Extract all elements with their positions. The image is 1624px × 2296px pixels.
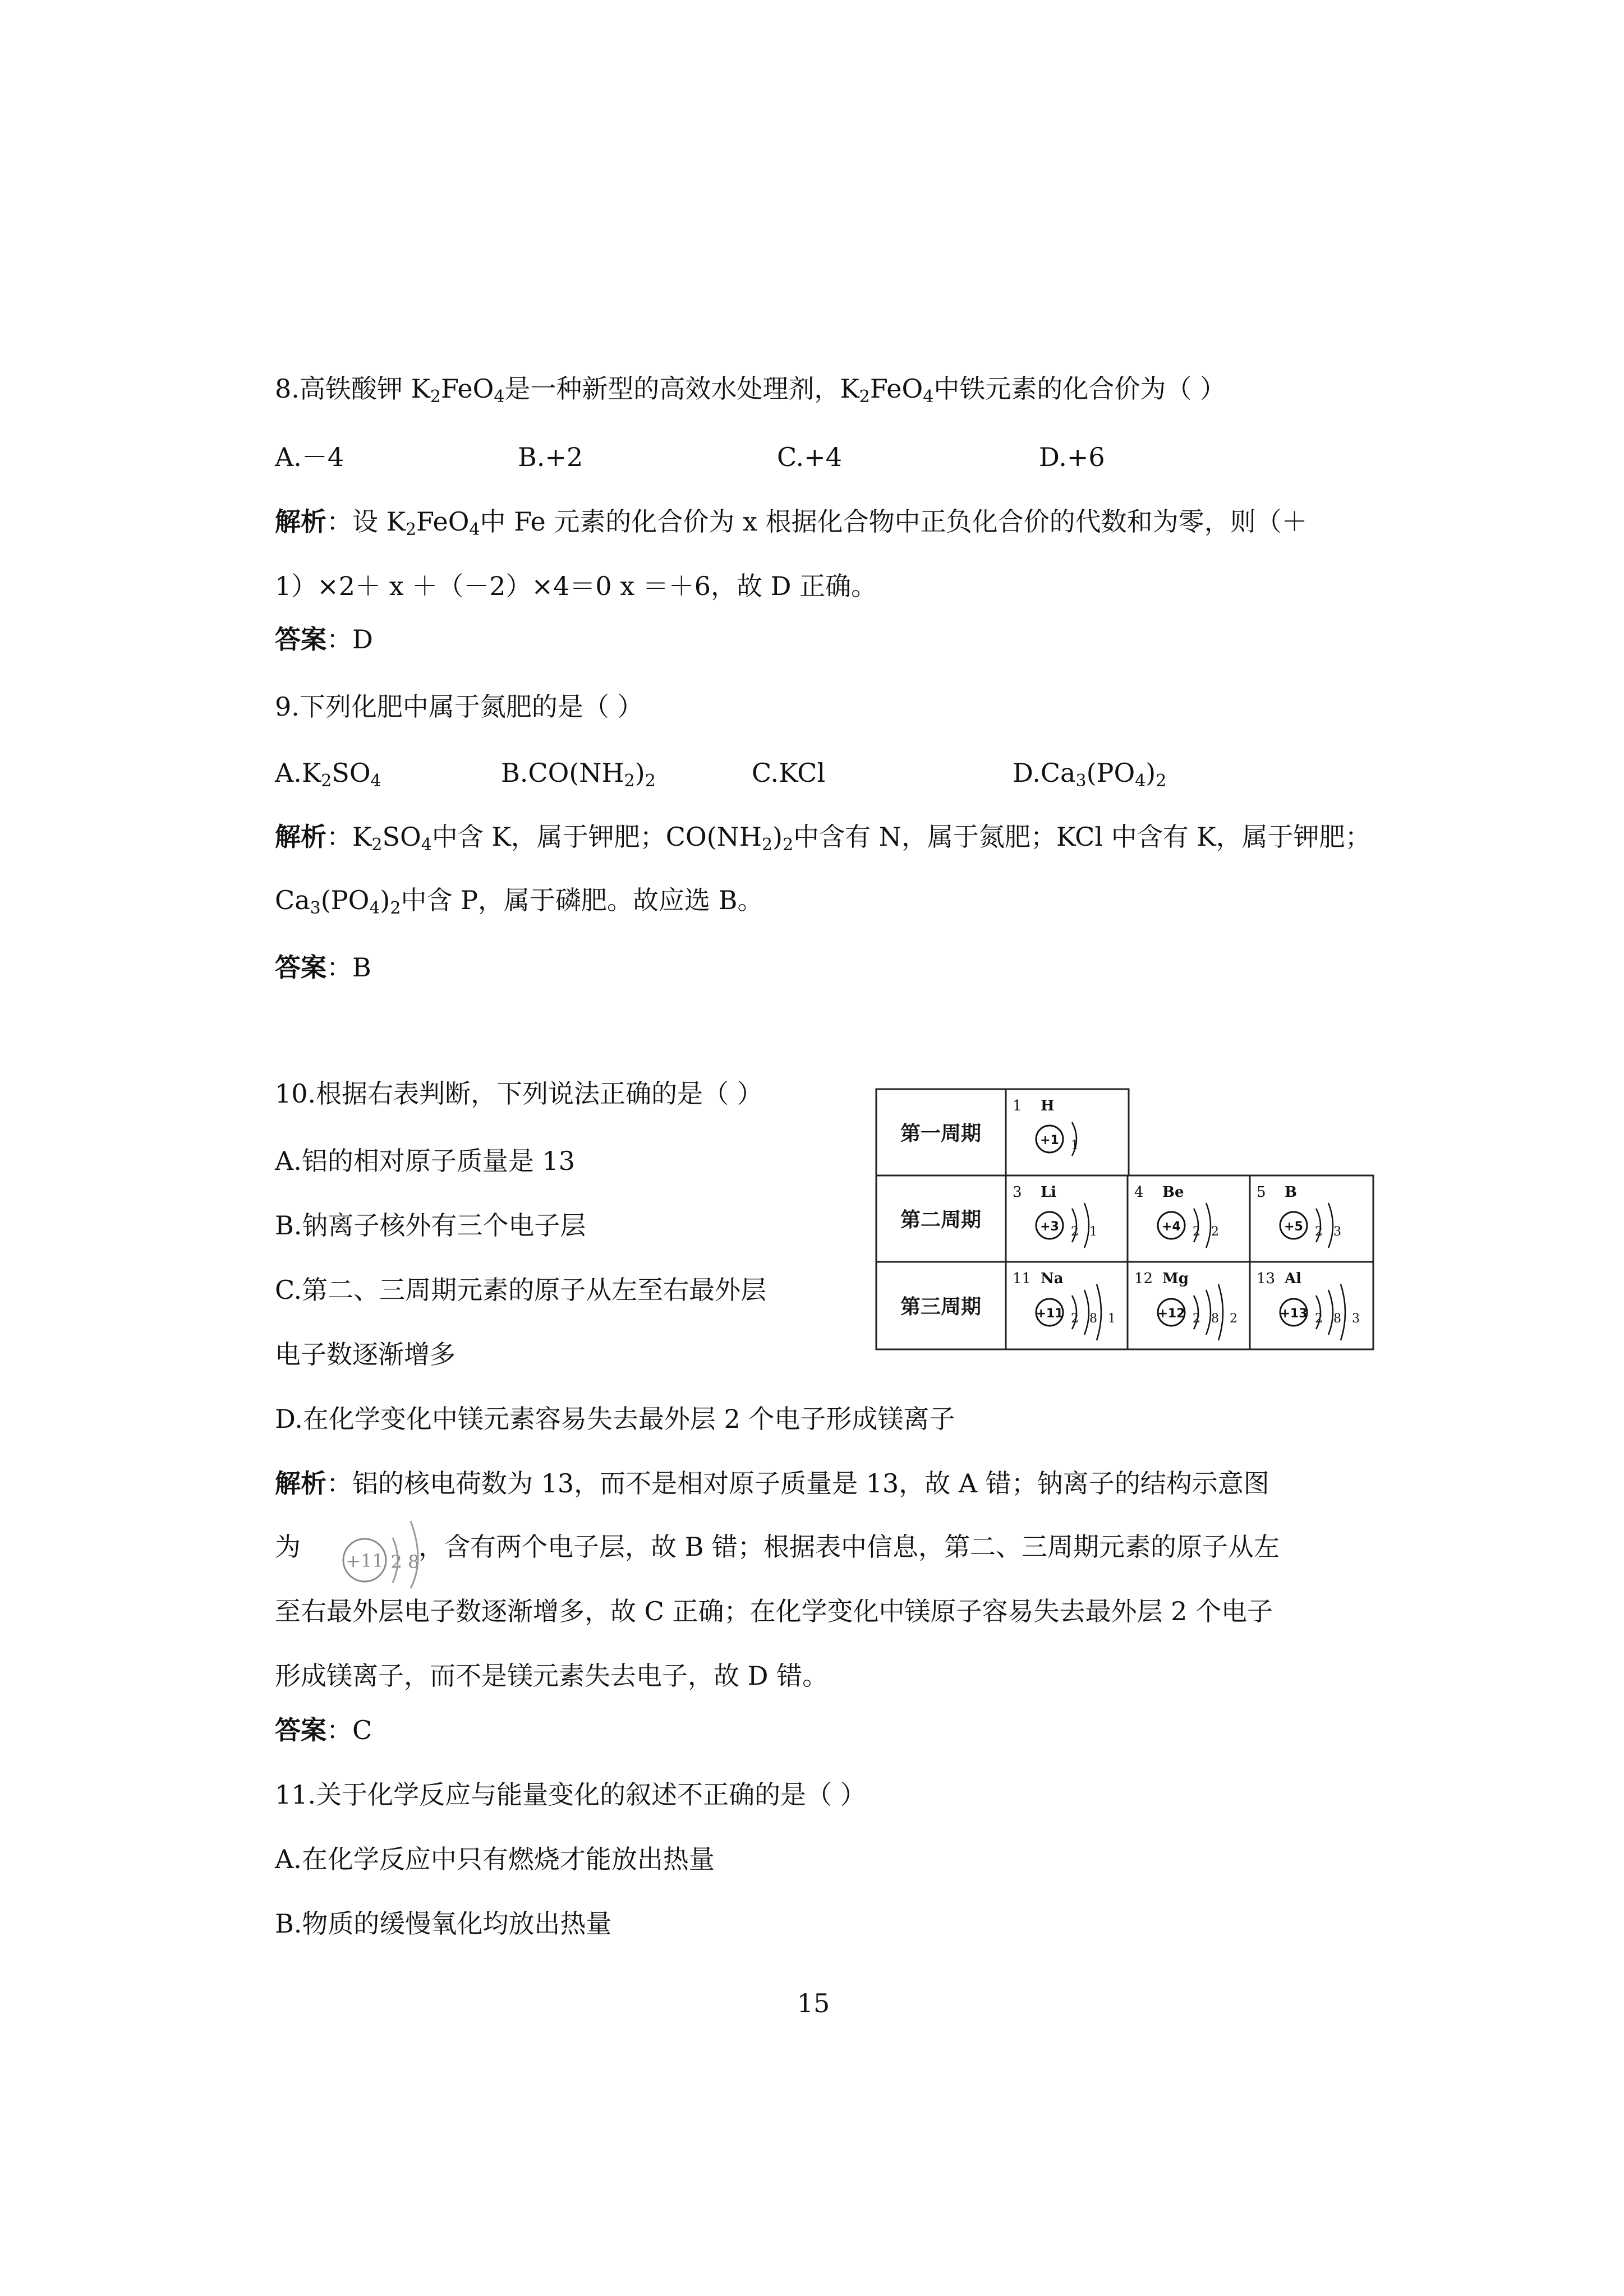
element-number: 1	[1013, 1098, 1022, 1114]
q10-option-c: C.第二、三周期元素的原子从左至右最外层	[275, 1275, 767, 1305]
nucleus-charge: +3	[1040, 1220, 1059, 1234]
q8-option-c: C.+4	[777, 442, 842, 472]
shell-electron-counts: 1	[1071, 1138, 1082, 1152]
q10-option-c-cont: 电子数逐渐增多	[275, 1339, 456, 1370]
q8-option-a: A.－4	[275, 442, 344, 472]
q9-analysis-line2: $Ca_3(PO_4)_2$中含 P，属于磷肥。故应选 B。	[275, 885, 763, 918]
q8-analysis-line2: 1）×2＋ x ＋（－2）×4＝0 x ＝＋6，故 D 正确。	[275, 571, 877, 601]
q11-stem: 11.关于化学反应与能量变化的叙述不正确的是（ ）	[275, 1779, 866, 1810]
q10-answer: 答案：C	[275, 1715, 372, 1745]
q10-option-b: B.钠离子核外有三个电子层	[275, 1210, 586, 1241]
element-number: 4	[1134, 1184, 1144, 1201]
q10-analysis-line4: 形成镁离子，而不是镁元素失去电子，故 D 错。	[275, 1661, 829, 1691]
element-symbol: H	[1041, 1098, 1055, 1114]
nucleus-charge: +5	[1284, 1220, 1303, 1234]
q11-option-a: A.在化学反应中只有燃烧才能放出热量	[275, 1844, 715, 1874]
q9-option-c: C.KCl	[752, 758, 826, 788]
element-symbol: Be	[1162, 1184, 1184, 1201]
nucleus-charge: +11	[1036, 1307, 1064, 1321]
shell-electron-counts: 2 8 1	[1071, 1312, 1119, 1326]
nucleus-charge: +1	[1040, 1133, 1059, 1147]
q9-option-d: $D.Ca_3(PO_4)_2$	[1013, 758, 1167, 791]
shell-electron-counts: 2 8 2	[1193, 1312, 1241, 1326]
element-number: 3	[1013, 1184, 1022, 1201]
q8-stem: 8.高铁酸钾 $K_2FeO_4$是一种新型的高效水处理剂，$K_2FeO_4$中铁元素的化合价为（ ）	[275, 374, 1226, 407]
q9-option-b: $B.CO(NH_2)_2$	[501, 758, 656, 791]
q10-option-a: A.铝的相对原子质量是 13	[275, 1146, 575, 1176]
shell-electron-counts: 2 2	[1193, 1225, 1222, 1239]
element-number: 5	[1257, 1184, 1266, 1201]
q9-stem: 9.下列化肥中属于氮肥的是（ ）	[275, 691, 643, 722]
q10-analysis-line2: 为 ，含有两个电子层，故 B 错；根据表中信息，第二、三周期元素的原子从左	[275, 1532, 1280, 1562]
element-symbol: Na	[1041, 1270, 1064, 1287]
q10-analysis: 解析：铝的核电荷数为 13，而不是相对原子质量是 13，故 A 错；钠离子的结构示意图	[275, 1468, 1269, 1499]
period-label: 第一周期	[900, 1122, 982, 1145]
q8-answer: 答案：D	[275, 624, 373, 654]
element-symbol: Al	[1285, 1270, 1302, 1287]
shell-electron-counts: 2 1	[1071, 1225, 1101, 1239]
element-symbol: Mg	[1162, 1270, 1189, 1287]
element-symbol: Li	[1041, 1184, 1057, 1201]
q8-analysis: 解析：设 $K_2FeO_4$中 Fe 元素的化合价为 x 根据化合物中正负化合价的代数和为零，则（＋	[275, 506, 1308, 540]
periodic-table-figure	[875, 1088, 1374, 1352]
element-number: 12	[1134, 1270, 1153, 1287]
q10-option-d: D.在化学变化中镁元素容易失去最外层 2 个电子形成镁离子	[275, 1404, 955, 1434]
element-number: 13	[1257, 1270, 1276, 1287]
q9-option-a: $A.K_2SO_4$	[275, 758, 381, 791]
q11-option-b: B.物质的缓慢氧化均放出热量	[275, 1908, 612, 1939]
shell-electron-counts: 2 3	[1315, 1225, 1345, 1239]
q10-analysis-line3: 至右最外层电子数逐渐增多，故 C 正确；在化学变化中镁原子容易失去最外层 2 个电子	[275, 1596, 1273, 1626]
period-label: 第二周期	[900, 1209, 982, 1232]
q8-option-b: B.+2	[518, 442, 583, 472]
shell-electron-counts: 2 8 3	[1315, 1312, 1363, 1326]
nucleus-charge: +4	[1162, 1220, 1181, 1234]
q10-stem: 10.根据右表判断，下列说法正确的是（ ）	[275, 1078, 763, 1109]
q8-option-d: D.+6	[1039, 442, 1105, 472]
period-label: 第三周期	[900, 1295, 982, 1318]
ion-shells-label: 2 8	[390, 1551, 420, 1573]
element-number: 11	[1013, 1270, 1032, 1287]
element-symbol: B	[1285, 1184, 1297, 1201]
page-number: 15	[797, 1988, 830, 2018]
q9-answer: 答案：B	[275, 952, 371, 983]
ion-nucleus-label: +11	[346, 1550, 384, 1571]
nucleus-charge: +13	[1280, 1307, 1308, 1321]
nucleus-charge: +12	[1157, 1307, 1185, 1321]
sodium-ion-structure-diagram	[337, 1509, 449, 1590]
q9-analysis: 解析：$K_2SO_4$中含 K，属于钾肥；$CO(NH_2)_2$中含有 N，属于氮肥；KCl 中含有 K，属于钾肥；	[275, 822, 1371, 855]
